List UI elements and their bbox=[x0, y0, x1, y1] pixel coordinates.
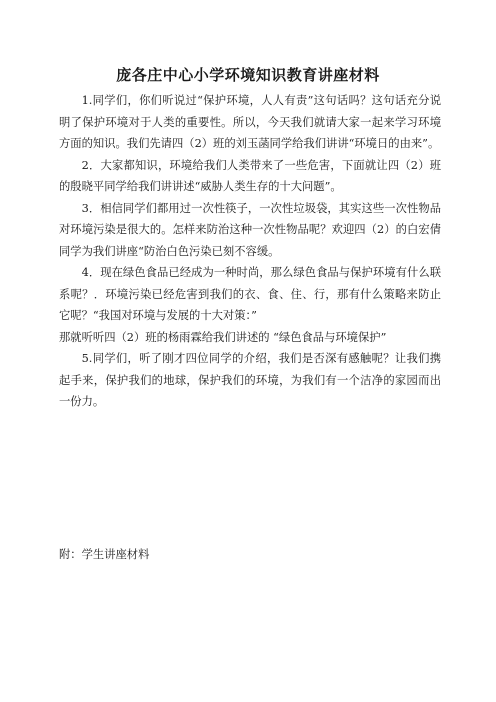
paragraph-5: 5.同学们，听了刚才四位同学的介绍，我们是否深有感触呢？让我们携起手来，保护我们的地球，保护我们的环境，为我们有一个洁净的家园而出一份力。 bbox=[59, 352, 441, 408]
paragraph-1: 1.同学们，你们听说过“保护环境，人人有责”这句话吗？这句话充分说明了保护环境对于人类的重要性。所以，今天我们就请大家一起来学习环境方面的知识。我们先请四（2）班的刘玉菡同学给我们讲讲“环境日的由来”。 bbox=[59, 94, 441, 150]
document-body bbox=[59, 90, 441, 413]
document-title: 庞各庄中心小学环境知识教育讲座材料 bbox=[116, 66, 380, 84]
paragraph-4-continuation: 那就听听四（2）班的杨雨霖给我们讲述的 “绿色食品与环境保护” bbox=[59, 330, 387, 344]
appendix-note: 附：学生讲座材料 bbox=[59, 548, 150, 561]
paragraph-3: 3．相信同学们都用过一次性筷子，一次性垃圾袋，其实这些一次性物品对环境污染是很大的。怎样来防治这种一次性物品呢？欢迎四（2）的白宏倩同学为我们讲座“防治白色污染已刻不容缓。 bbox=[59, 201, 441, 258]
paragraph-2: 2．大家都知识，环境给我们人类带来了一些危害，下面就让四（2）班的殷晓平同学给我们讲讲述“威胁人类生存的十大问题”。 bbox=[59, 158, 441, 193]
paragraph-4: 4．现在绿色食品已经成为一种时尚，那么绿色食品与保护环境有什么联系呢？．环境污染已经危害到我们的衣、食、住、行，那有什么策略来防止它呢？“我国对环境与发展的十大对策：” bbox=[59, 266, 441, 322]
